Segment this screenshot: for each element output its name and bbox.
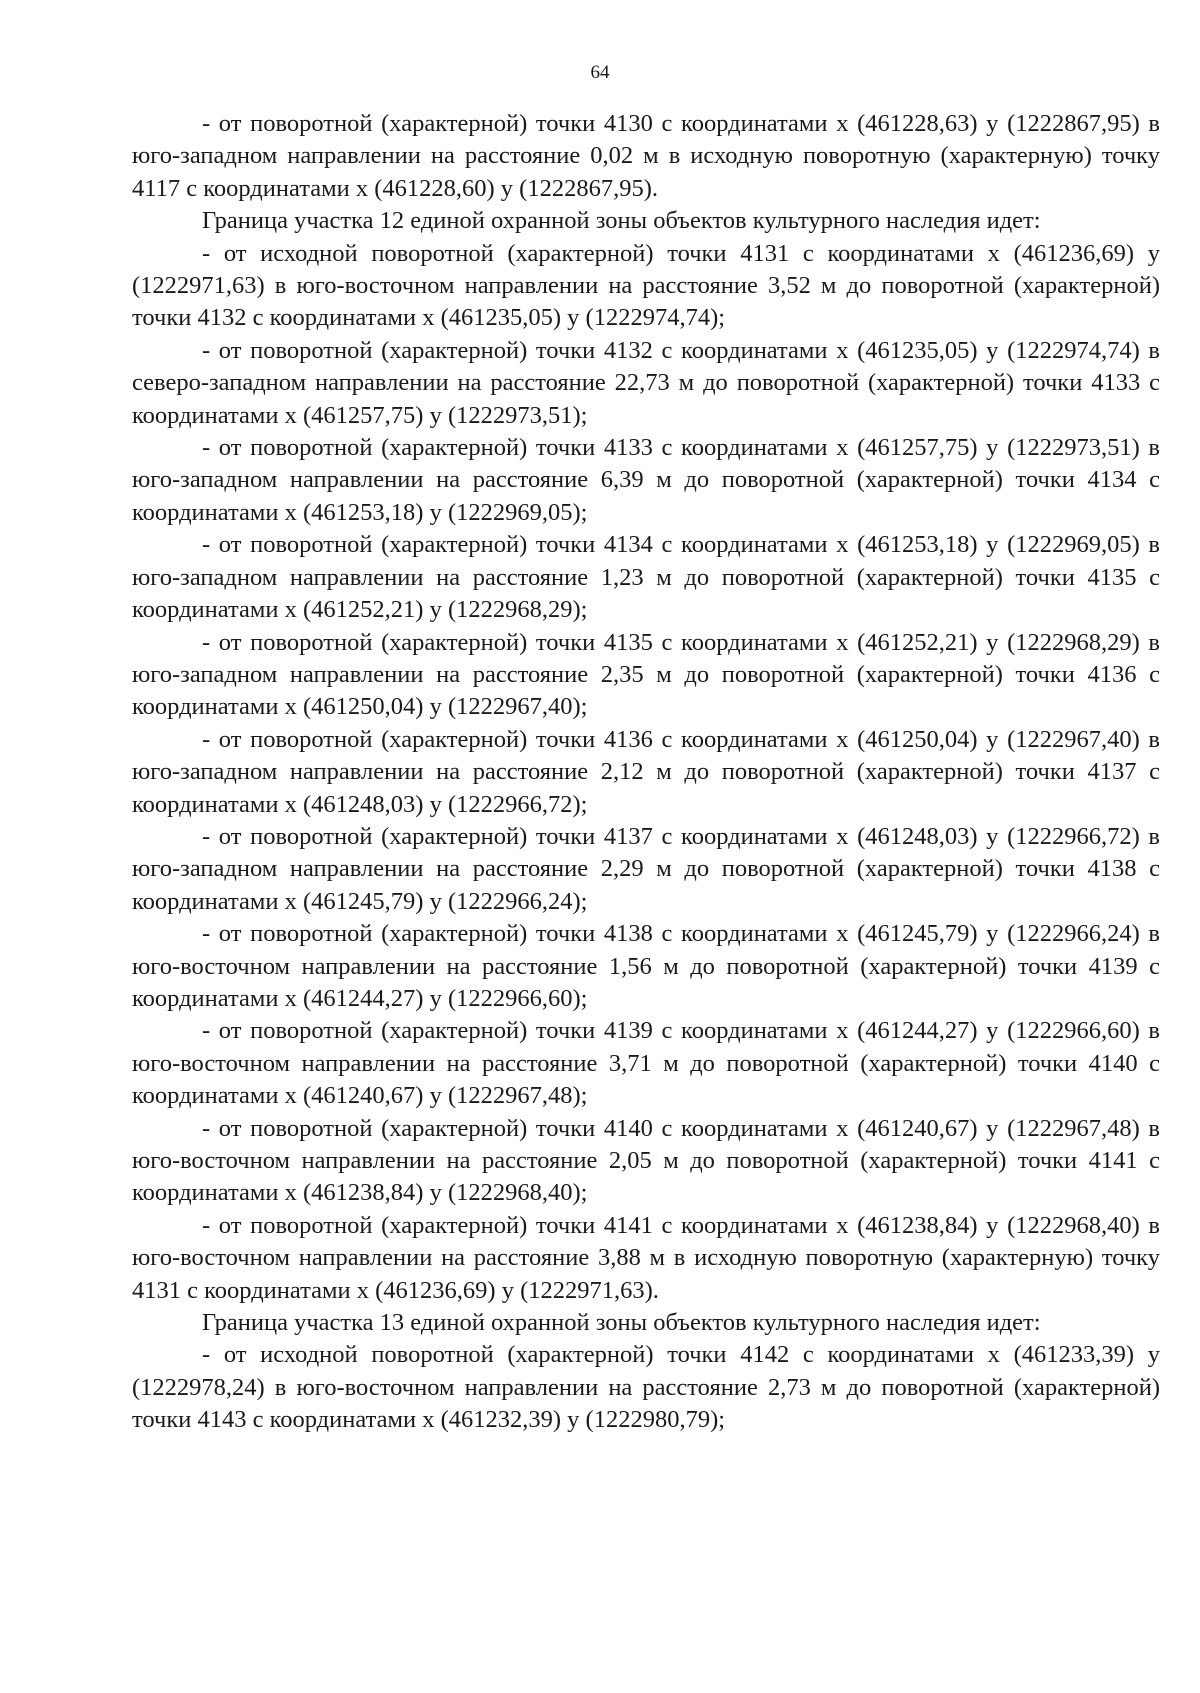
paragraph: - от поворотной (характерной) точки 4130 с координатами x (461228,63) y (1222867,95) в юго-западном направлении на расстояние 0,02 м в исходную поворотную (характерную) точку 4117 с координатами x (461228,60) y (1222867,95). [132,110,1160,202]
paragraph: - от поворотной (характерной) точки 4141 с координатами x (461238,84) y (1222968,40) в юго-восточном направлении на расстояние 3,88 м в исходную поворотную (характерную) точку 4131 с координатами x (461236,69) y (1222971,63). [132,1211,1160,1304]
section-heading: Граница участка 12 единой охранной зоны объектов культурного наследия идет: [202,207,1041,235]
page-number: 64 [590,62,610,83]
paragraph: - от поворотной (характерной) точки 4139 с координатами x (461244,27) y (1222966,60) в юго-восточном направлении на расстояние 3,71 м до поворотной (характерной) точки 4140 с координатами x (461240,67) y (1222967,48); [132,1017,1160,1110]
paragraph: - от поворотной (характерной) точки 4138 с координатами x (461245,79) y (1222966,24) в юго-восточном направлении на расстояние 1,56 м до поворотной (характерной) точки 4139 с координатами x (461244,27) y (1222966,60); [132,920,1160,1012]
document-body [132,108,1160,1437]
paragraph: - от поворотной (характерной) точки 4140 с координатами x (461240,67) y (1222967,48) в юго-восточном направлении на расстояние 2,05 м до поворотной (характерной) точки 4141 с координатами x (461238,84) y (1222968,40); [132,1114,1160,1207]
paragraph: - от поворотной (характерной) точки 4132 с координатами x (461235,05) y (1222974,74) в северо-западном направлении на расстояние 22,73 м до поворотной (характерной) точки 4133 с координатами x (461257,75) y (1222973,51); [132,336,1160,429]
paragraph: - от поворотной (характерной) точки 4134 с координатами x (461253,18) y (1222969,05) в юго-западном направлении на расстояние 1,23 м до поворотной (характерной) точки 4135 с координатами x (461252,21) y (1222968,29); [132,531,1160,624]
section-heading: Граница участка 13 единой охранной зоны объектов культурного наследия идет: [202,1309,1041,1337]
paragraph: - от поворотной (характерной) точки 4137 с координатами x (461248,03) y (1222966,72) в юго-западном направлении на расстояние 2,29 м до поворотной (характерной) точки 4138 с координатами x (461245,79) y (1222966,24); [132,822,1160,915]
paragraph: - от поворотной (характерной) точки 4133 с координатами x (461257,75) y (1222973,51) в юго-западном направлении на расстояние 6,39 м до поворотной (характерной) точки 4134 с координатами x (461253,18) y (1222969,05); [132,434,1160,526]
paragraph: - от поворотной (характерной) точки 4136 с координатами x (461250,04) y (1222967,40) в юго-западном направлении на расстояние 2,12 м до поворотной (характерной) точки 4137 с координатами x (461248,03) y (1222966,72); [132,725,1160,818]
paragraph: - от исходной поворотной (характерной) точки 4131 с координатами x (461236,69) y (1222971,63) в юго-восточном направлении на расстояние 3,52 м до поворотной (характерной) точки 4132 с координатами x (461235,05) y (1222974,74); [132,239,1160,332]
paragraph: - от исходной поворотной (характерной) точки 4142 с координатами x (461233,39) y (1222978,24) в юго-восточном направлении на расстояние 2,73 м до поворотной (характерной) точки 4143 с координатами x (461232,39) y (1222980,79); [132,1341,1160,1434]
paragraph: - от поворотной (характерной) точки 4135 с координатами x (461252,21) y (1222968,29) в юго-западном направлении на расстояние 2,35 м до поворотной (характерной) точки 4136 с координатами x (461250,04) y (1222967,40); [132,628,1160,721]
